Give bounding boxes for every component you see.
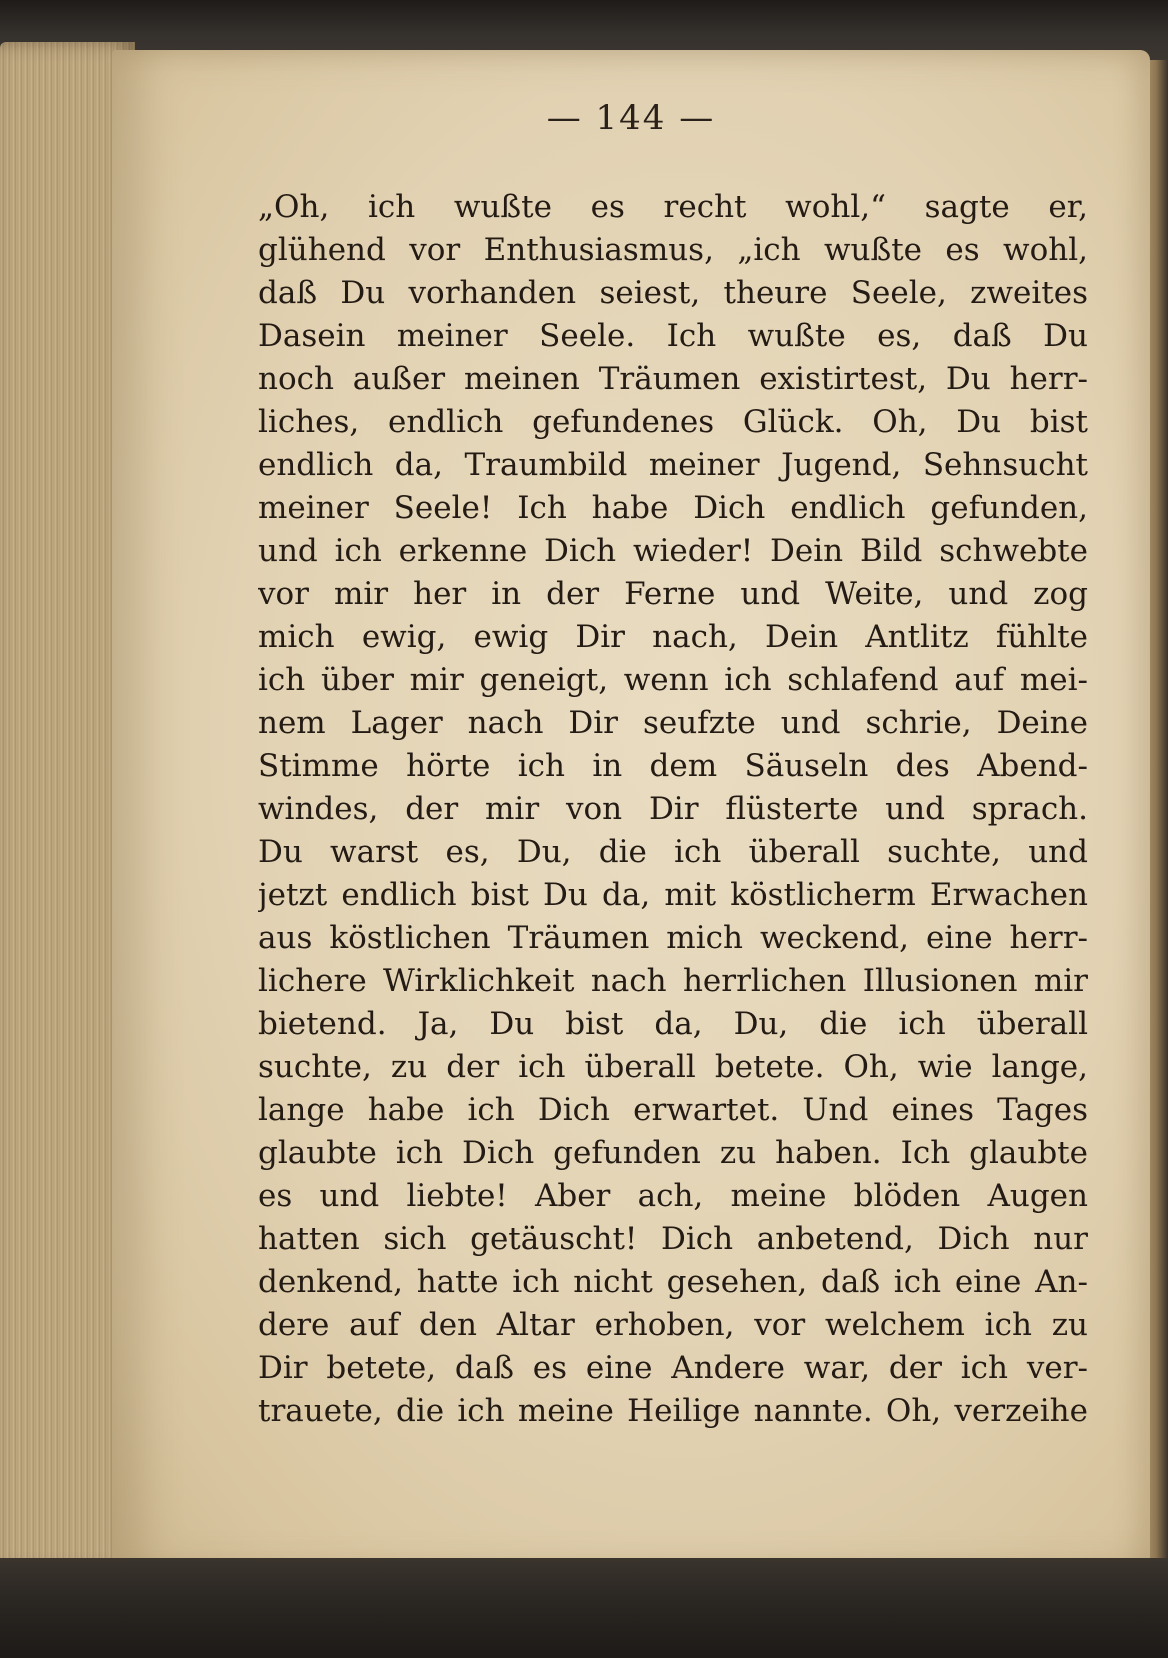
book-cover-bottom <box>0 1558 1168 1658</box>
text-line: liches, endlich gefundenes Glück. Oh, Du bist <box>258 404 1088 440</box>
text-line: lange habe ich Dich erwartet. Und eines Tages <box>258 1092 1088 1128</box>
text-line: dere auf den Altar erhoben, vor welchem ich zu <box>258 1307 1088 1343</box>
text-line: glaubte ich Dich gefunden zu haben. Ich glaubte <box>258 1135 1088 1171</box>
text-line: trauete, die ich meine Heilige nannte. Oh, verzeihe <box>258 1393 1088 1429</box>
text-line: nem Lager nach Dir seufzte und schrie, Deine <box>258 705 1088 741</box>
text-line: suchte, zu der ich überall betete. Oh, wie lange, <box>258 1049 1088 1085</box>
text-line: ich über mir geneigt, wenn ich schlafend auf mei- <box>258 662 1088 698</box>
text-line: lichere Wirklichkeit nach herrlichen Illusionen mir <box>258 963 1088 999</box>
text-line: windes, der mir von Dir flüsterte und sprach. <box>258 791 1088 827</box>
text-line: hatten sich getäuscht! Dich anbetend, Dich nur <box>258 1221 1088 1257</box>
text-line: Dasein meiner Seele. Ich wußte es, daß Du <box>258 318 1088 354</box>
text-line: bietend. Ja, Du bist da, Du, die ich überall <box>258 1006 1088 1042</box>
text-line: endlich da, Traumbild meiner Jugend, Sehnsucht <box>258 447 1088 483</box>
text-line: vor mir her in der Ferne und Weite, und zog <box>258 576 1088 612</box>
text-line: mich ewig, ewig Dir nach, Dein Antlitz fühlte <box>258 619 1088 655</box>
text-line: daß Du vorhanden seiest, theure Seele, zweites <box>258 275 1088 311</box>
text-line: und ich erkenne Dich wieder! Dein Bild schwebte <box>258 533 1088 569</box>
text-line: es und liebte! Aber ach, meine blöden Augen <box>258 1178 1088 1214</box>
text-line: Stimme hörte ich in dem Säuseln des Abend- <box>258 748 1088 784</box>
text-line: denkend, hatte ich nicht gesehen, daß ich eine An- <box>258 1264 1088 1300</box>
text-line: noch außer meinen Träumen existirtest, Du herr- <box>258 361 1088 397</box>
text-line: jetzt endlich bist Du da, mit köstlicherm Erwachen <box>258 877 1088 913</box>
text-line: meiner Seele! Ich habe Dich endlich gefunden, <box>258 490 1088 526</box>
page-number: — 144 — <box>546 98 716 138</box>
text-line: glühend vor Enthusiasmus, „ich wußte es wohl, <box>258 232 1088 268</box>
text-line: „Oh, ich wußte es recht wohl,“ sagte er, <box>258 189 1088 225</box>
text-line: aus köstlichen Träumen mich weckend, eine herr- <box>258 920 1088 956</box>
text-line: Dir betete, daß es eine Andere war, der ich ver- <box>258 1350 1088 1386</box>
body-text <box>258 186 1088 1433</box>
text-line: Du warst es, Du, die ich überall suchte, und <box>258 834 1088 870</box>
